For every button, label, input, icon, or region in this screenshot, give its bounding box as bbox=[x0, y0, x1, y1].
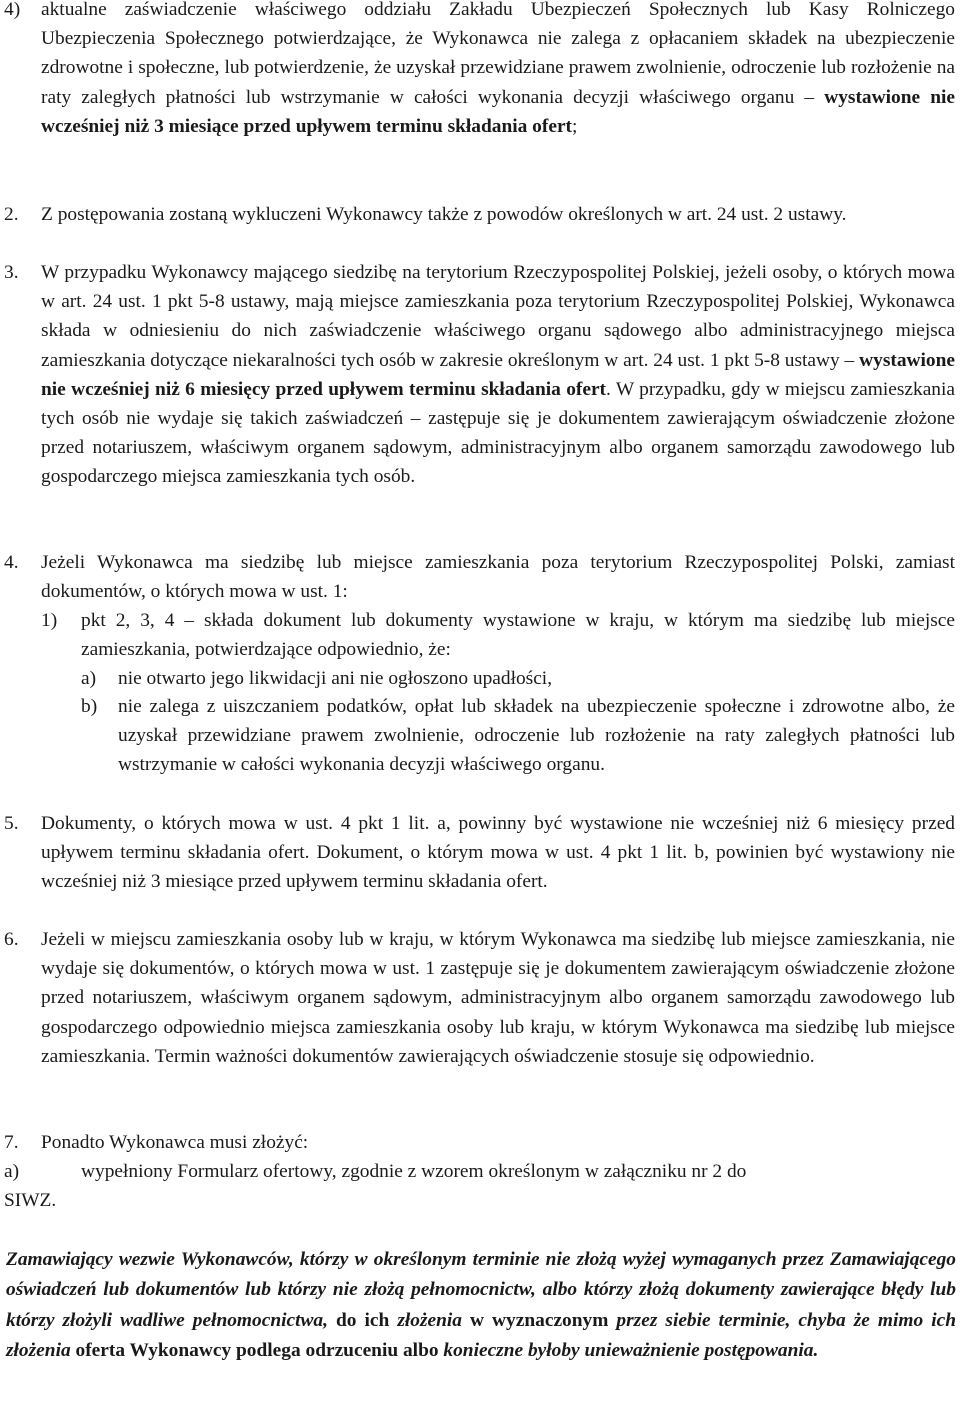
section-7-a-continuation: SIWZ. bbox=[4, 1190, 57, 1211]
section-4-1-a-text: nie otwarto jego likwidacji ani nie ogłoszono upadłości, bbox=[118, 668, 553, 689]
section-4-1-text: pkt 2, 3, 4 – składa dokument lub dokumenty wystawione w kraju, w którym ma siedzibę lub miejsce zamieszkania, potwierdzające odpowiednio, że: bbox=[81, 610, 955, 661]
section-6-text: Jeżeli w miejscu zamieszkania osoby lub w kraju, w którym Wykonawca ma siedzibę lub miejsce zamieszkania, nie wydaje się dokumentów, o których mowa w ust. 1 zastępuje się je dokumentem zawierającym oświadczenie złożone przed notariuszem, właściwym organem sądowym, administracyjnym albo organem samorządu zawodowego lub gospodarczego odpowiednio miejsca zamieszkania osoby lub kraju, w którym Wykonawca ma siedzibę lub miejsce zamieszkania. Termin ważności dokumentów zawierających oświadczenie stosuje się odpowiednio. bbox=[41, 929, 955, 1067]
item-4-text: aktualne zaświadczenie właściwego oddziału Zakładu Ubezpieczeń Społecznych lub Kasy Rolniczego Ubezpieczenia Społecznego potwierdzające, że Wykonawca nie zalega z opłacaniem składek na ubezpieczenie zdrowotne i społeczne, lub potwierdzenie, że uzyskał przewidziane prawem zwolnienie, odroczenie lub rozłożenie na raty zaległych płatności lub wstrzymanie w całości wykonania decyzji właściwego organu – wystawione nie wcześniej niż 3 miesiące przed upływem terminu składania ofert; bbox=[41, 0, 955, 137]
section-3-text: W przypadku Wykonawcy mającego siedzibę na terytorium Rzeczypospolitej Polskiej, jeżeli osoby, o których mowa w art. 24 ust. 1 pkt 5-8 ustawy, mają miejsce zamieszkania poza terytorium Rzeczypospolitej Polskiej, Wykonawca składa w odniesieniu do nich zaświadczenie właściwego organu sądowego albo administracyjnego miejsca zamieszkania dotyczące niekaralności tych osób w zakresie określonym w art. 24 ust. 1 pkt 5-8 ustawy – wystawione nie wcześniej niż 6 miesięcy przed upływem terminu składania ofert. W przypadku, gdy w miejscu zamieszkania tych osób nie wydaje się takich zaświadczeń – zastępuje się je dokumentem zawierającym oświadczenie złożone przed notariuszem, właściwym organem sądowym, administracyjnym albo organem samorządu zawodowego lub gospodarczego miejsca zamieszkania tych osób. bbox=[41, 262, 955, 488]
section-5-text: Dokumenty, o których mowa w ust. 4 pkt 1 lit. a, powinny być wystawione nie wcześniej niż 6 miesięcy przed upływem terminu składania ofert. Dokument, o którym mowa w ust. 4 pkt 1 lit. b, powinien być wystawiony nie wcześniej niż 3 miesiące przed upływem terminu składania ofert. bbox=[41, 813, 955, 893]
section-7-label: 7. bbox=[4, 1132, 19, 1153]
deadline-emphasis: wystawione nie wcześniej niż 3 miesiące przed upływem terminu składania ofert bbox=[41, 86, 955, 137]
section-4-1-label: 1) bbox=[41, 610, 58, 631]
deadline-emphasis: wystawione nie wcześniej niż 6 miesięcy przed upływem terminu składania ofert bbox=[41, 349, 955, 400]
section-4-text: Jeżeli Wykonawca ma siedzibę lub miejsce zamieszkania poza terytorium Rzeczypospolitej Polski, zamiast dokumentów, o których mowa w ust. 1: bbox=[41, 552, 955, 603]
section-4-label: 4. bbox=[4, 552, 19, 573]
section-3-label: 3. bbox=[4, 262, 19, 283]
section-2-label: 2. bbox=[4, 204, 19, 225]
section-4-1-a-label: a) bbox=[81, 668, 97, 689]
section-6-label: 6. bbox=[4, 929, 19, 950]
section-7-text: Ponadto Wykonawca musi złożyć: bbox=[41, 1132, 309, 1153]
final-notice-paragraph: Zamawiający wezwie Wykonawców, którzy w określonym terminie nie złożą wyżej wymaganych przez Zamawiającego oświadczeń lub dokumentów lub którzy nie złożą pełnomocnictw, albo którzy złożą dokumenty zawierające błędy lub którzy złożyli wadliwe pełnomocnictwa, do ich złożenia w wyznaczonym przez siebie terminie, chyba że mimo ich złożenia oferta Wykonawcy podlega odrzuceniu albo konieczne byłoby unieważnienie postępowania. bbox=[6, 1249, 956, 1361]
section-5-label: 5. bbox=[4, 813, 19, 834]
section-2-text: Z postępowania zostaną wykluczeni Wykonawcy także z powodów określonych w art. 24 ust. 2 ustawy. bbox=[41, 204, 847, 225]
section-4-1-b-label: b) bbox=[81, 696, 98, 717]
section-4-1-b-text: nie zalega z uiszczaniem podatków, opłat lub składek na ubezpieczenie społeczne i zdrowotne albo, że uzyskał przewidziane prawem zwolnienie, odroczenie lub rozłożenie na raty zaległych płatności lub wstrzymanie w całości wykonania decyzji właściwego organu. bbox=[118, 696, 955, 776]
item-4-label: 4) bbox=[4, 0, 21, 20]
section-7-a-label: a) bbox=[4, 1161, 20, 1182]
section-7-a-text: wypełniony Formularz ofertowy, zgodnie z wzorem określonym w załączniku nr 2 do bbox=[81, 1161, 747, 1182]
